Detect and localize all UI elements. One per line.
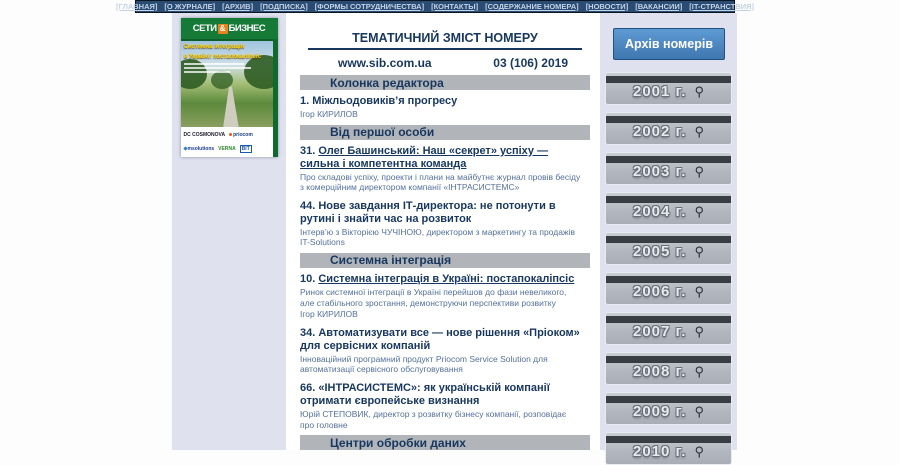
top-navigation: [116, 0, 755, 13]
toc-item-34: [300, 327, 582, 375]
cover-fineprint-line: [184, 63, 244, 65]
year-label: 2009 г.: [633, 403, 687, 420]
article-number: 31.: [300, 144, 316, 157]
archive-title-button[interactable]: Архів номерів: [613, 28, 725, 60]
year-label: 2006 г.: [633, 283, 687, 300]
article-author: Ігор КИРИЛОВ: [300, 108, 358, 119]
article-description: Юрій СТЕПОВИК, директор з розвитку бізнесу компанії, розповідає про головне: [300, 408, 567, 430]
article-author: Ігор КИРИЛОВ: [300, 309, 358, 320]
article-title: [300, 95, 582, 108]
article-title-text: «ІНТРАСИСТЕМС»: як українській компанії отримати європейське визнання: [300, 382, 550, 407]
cover-spine-decoration: [273, 39, 278, 157]
pushpin-icon: ⚲: [694, 404, 704, 419]
pushpin-icon: ⚲: [694, 164, 704, 179]
pushpin-icon: ⚲: [694, 444, 704, 459]
article-number: 66.: [300, 382, 316, 394]
article-number: 10.: [300, 272, 316, 285]
nav-link-about-journal[interactable]: [О ЖУРНАЛЕ]: [164, 2, 216, 11]
magazine-logo: [181, 18, 278, 41]
section-header-first-person: Від першої особи: [300, 125, 590, 140]
partner-logo-msolutions: msolutions: [184, 146, 215, 152]
cover-tree-decoration: [211, 71, 233, 89]
magazine-logo-left: СЕТИ: [192, 23, 217, 34]
pushpin-icon: ⚲: [694, 324, 704, 339]
nav-link-archive[interactable]: [АРХИВ]: [222, 2, 254, 11]
year-label: 2010 г.: [633, 443, 687, 460]
year-label: 2005 г.: [633, 243, 687, 260]
partner-logo-priocom: priocom: [229, 132, 253, 138]
year-label: 2004 г.: [633, 203, 687, 220]
toc-item-44: [300, 200, 582, 248]
archive-year-2002[interactable]: [605, 112, 732, 145]
article-description: Інноваційний програмний продукт Priocom Service Solution для автоматизації сервісного обслуговування: [300, 353, 548, 375]
partner-logo-verna: VERNA: [218, 146, 236, 153]
contents-pane: [286, 13, 600, 450]
left-sidebar: [172, 13, 286, 450]
article-title: [300, 382, 582, 408]
archive-year-2005[interactable]: [605, 232, 732, 265]
content-columns: [172, 13, 737, 460]
year-label: 2008 г.: [633, 363, 687, 380]
nav-link-issue-contents[interactable]: [СОДЕРЖАНИЕ НОМЕРА]: [485, 2, 579, 11]
nav-link-home[interactable]: [ГЛАВНАЯ]: [116, 2, 158, 11]
toc-item-66: [300, 382, 582, 430]
archive-year-2004[interactable]: [605, 192, 732, 225]
magazine-cover[interactable]: [181, 18, 278, 157]
issue-number: 03 (106) 2019: [493, 56, 568, 70]
nav-link-it-travels[interactable]: [IT-СТРАНСТВИЯ]: [689, 2, 755, 11]
article-number: 34.: [300, 326, 316, 339]
cover-theme-line: Системна інтеграція: [183, 44, 245, 50]
year-label: 2007 г.: [633, 323, 687, 340]
article-title-text: Міжльодовиків’я прогресу: [312, 95, 458, 107]
cover-fineprint-line: [184, 67, 252, 69]
nav-link-cooperation-forms[interactable]: [ФОРМЫ СОТРУДНИЧЕСТВА]: [314, 2, 425, 11]
cover-photo: [181, 41, 278, 127]
article-description: Про складові успіху, проекти і плани на майбутнє журнал провів бесіду з комерційним директором компанії «ІНТРАСИСТЕМС»: [300, 171, 581, 193]
partner-logo-cosmonova: DC COSMONOVA: [183, 131, 226, 138]
archive-year-2010[interactable]: [605, 432, 732, 465]
cover-partner-logos: [181, 127, 278, 157]
article-description: Ринок системної інтеграції в Україні перейшов до фази невеликого, але стабільного зростання, демонструючи перспективи розвитку: [300, 286, 567, 308]
toc-item-31: [300, 145, 582, 193]
nav-link-vacancies[interactable]: [ВАКАНСИИ]: [635, 2, 683, 11]
article-number: 1.: [300, 95, 310, 107]
section-header-data-centers: Центри обробки даних: [300, 435, 590, 450]
archive-year-2001[interactable]: [605, 72, 732, 105]
archive-year-2009[interactable]: [605, 392, 732, 425]
archive-year-list: [600, 72, 737, 465]
archive-year-2008[interactable]: [605, 352, 732, 385]
article-number: 44.: [300, 199, 316, 212]
archive-year-2007[interactable]: [605, 312, 732, 345]
archive-year-2003[interactable]: [605, 152, 732, 185]
page-title: ТЕМАТИЧНИЙ ЗМІСТ НОМЕРУ: [352, 31, 538, 45]
magazine-logo-right: БИЗНЕС: [228, 23, 266, 34]
issue-meta: [338, 56, 568, 70]
nav-link-subscription[interactable]: [ПОДПИСКА]: [260, 2, 308, 11]
pushpin-icon: ⚲: [694, 84, 704, 99]
nav-link-contacts[interactable]: [КОНТАКТЫ]: [431, 2, 479, 11]
section-header-editor-column: Колонка редактора: [300, 75, 590, 90]
article-title-link[interactable]: Системна інтеграція в Україні: постапокаліпсіс: [318, 272, 575, 285]
article-title-text: Нове завдання ІТ-директора: не потонути в рутині і знайти час на розвиток: [300, 199, 556, 225]
archive-year-2006[interactable]: [605, 272, 732, 305]
section-header-system-integration: Системна інтеграція: [300, 253, 590, 268]
pushpin-icon: ⚲: [694, 124, 704, 139]
article-title-link[interactable]: Олег Башинський: Наш «секрет» успіху — сильна і компетентна команда: [300, 144, 549, 170]
archive-sidebar: [600, 13, 737, 460]
year-label: 2003 г.: [633, 163, 687, 180]
title-divider: [308, 48, 582, 50]
partner-logo-bit: BIT: [241, 146, 250, 153]
pushpin-icon: ⚲: [694, 204, 704, 219]
site-url: www.sib.com.ua: [338, 56, 432, 70]
year-label: 2002 г.: [633, 123, 687, 140]
article-title: [300, 145, 582, 171]
toc-item-1: [300, 95, 582, 120]
cover-fineprint-line: [184, 71, 231, 73]
pushpin-icon: ⚲: [694, 364, 704, 379]
pushpin-icon: ⚲: [694, 244, 704, 259]
article-description: Інтерв’ю з Вікторією ЧУЧІНОЮ, директором з маркетингу та продажів IT-Solutions: [300, 226, 576, 248]
nav-link-news[interactable]: [НОВОСТИ]: [585, 2, 629, 11]
article-title-text: Автоматизувати все — нове рішення «Пріоком» для сервісних компаній: [300, 326, 580, 352]
article-title: [300, 273, 582, 286]
article-title: [300, 327, 582, 353]
magazine-logo-ampersand: &: [218, 24, 228, 34]
article-title: [300, 200, 582, 226]
year-label: 2001 г.: [633, 83, 687, 100]
toc-item-10: [300, 273, 582, 320]
pushpin-icon: ⚲: [694, 284, 704, 299]
cover-theme-line: в Україні: постапокаліпсіс: [183, 53, 261, 60]
